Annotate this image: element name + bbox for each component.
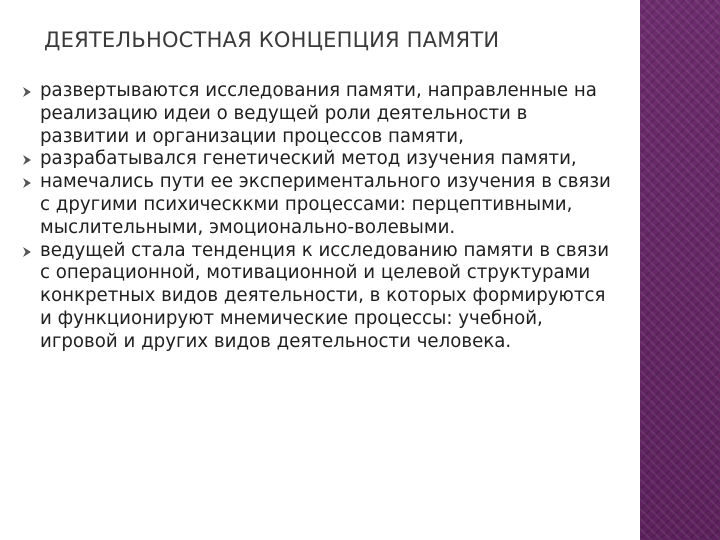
arrowhead-bullet-icon [22, 86, 32, 98]
slide-title: ДЕЯТЕЛЬНОСТНАЯ КОНЦЕПЦИЯ ПАМЯТИ [44, 28, 500, 52]
bullet-text: намечались пути ее экспериментального изучения в связи с другими психическкми процессами: перцептивными, мыслительными, эмоционально-волевыми. [40, 171, 611, 238]
decorative-side-panel [640, 0, 720, 540]
bullet-item-2 [22, 148, 622, 171]
bullet-text: развертываются исследования памяти, направленные на реализацию идеи о ведущей роли деятельности в развитии и организации процессов памяти, [40, 80, 597, 147]
arrowhead-bullet-icon [22, 177, 32, 189]
bullet-item-1 [22, 80, 622, 148]
bullet-list [22, 80, 622, 354]
bullet-text: ведущей стала тенденция к исследованию памяти в связи с операционной, мотивационной и целевой структурами конкретных видов деятельности, в которых формируются и функционируют мнемические процессы: учебной, игровой и других видов деятельности человека. [40, 239, 610, 352]
arrowhead-bullet-icon [22, 154, 32, 166]
arrowhead-bullet-icon [22, 246, 32, 258]
bullet-text: разрабатывался генетический метод изучения памяти, [40, 148, 577, 170]
bullet-item-4 [22, 240, 622, 354]
bullet-item-3 [22, 171, 622, 239]
